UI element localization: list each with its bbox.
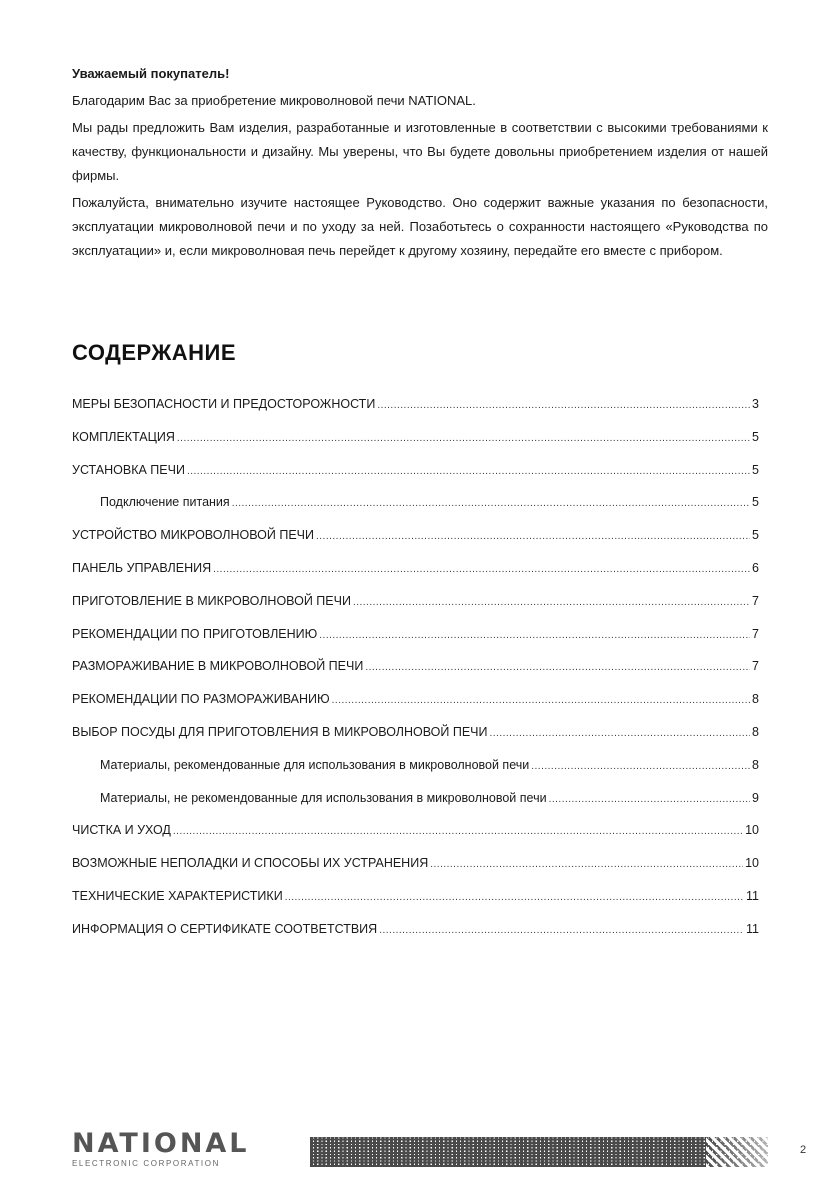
toc-entry-page: 8 xyxy=(752,724,759,739)
toc-entry-page: 10 xyxy=(745,856,759,871)
toc-entry-label: ВОЗМОЖНЫЕ НЕПОЛАДКИ И СПОСОБЫ ИХ УСТРАНЕНИЯ xyxy=(72,856,429,871)
intro-paragraph: Пожалуйста, внимательно изучите настоящее Руководство. Оно содержит важные указания по безопасности, эксплуатации микроволновой печи и по уходу за ней. Позаботьтесь о сохранности настоящего «Руководства по эксплуатации» и, если микроволновая печь перейдет к другому хозяину, передайте его вместе с прибором. xyxy=(72,195,768,258)
toc-entry[interactable] xyxy=(72,594,759,627)
toc-entry-page: 9 xyxy=(752,790,759,805)
leader-dots xyxy=(490,728,751,739)
greeting: Уважаемый покупатель! xyxy=(72,66,230,81)
toc-entry[interactable] xyxy=(72,856,759,889)
toc-entry-label: УСТАНОВКА ПЕЧИ xyxy=(72,462,185,477)
toc-entry-label: РАЗМОРАЖИВАНИЕ В МИКРОВОЛНОВОЙ ПЕЧИ xyxy=(72,659,364,674)
intro-section xyxy=(72,62,768,266)
toc-entry[interactable] xyxy=(72,528,759,561)
toc-entry-page: 5 xyxy=(752,462,759,477)
toc-entry-page: 5 xyxy=(752,429,759,444)
leader-dots xyxy=(531,761,750,772)
leader-dots xyxy=(430,859,743,870)
toc-entry-label: ТЕХНИЧЕСКИЕ ХАРАКТЕРИСТИКИ xyxy=(72,888,283,903)
toc-entry-label: ЧИСТКА И УХОД xyxy=(72,823,171,838)
toc-entry[interactable] xyxy=(72,922,759,955)
leader-dots xyxy=(232,498,750,509)
toc-entry[interactable] xyxy=(72,889,759,922)
toc-entry-label: УСТРОЙСТВО МИКРОВОЛНОВОЙ ПЕЧИ xyxy=(72,528,314,543)
toc-title: СОДЕРЖАНИЕ xyxy=(72,340,237,365)
leader-dots xyxy=(319,630,750,641)
brand-subtitle: ELECTRONIC CORPORATION xyxy=(72,1159,220,1168)
toc-entry-page: 11 xyxy=(746,888,759,903)
toc-entry-page: 7 xyxy=(752,659,759,674)
toc-entry[interactable] xyxy=(72,430,759,463)
decorative-pattern xyxy=(310,1137,768,1167)
toc-entry[interactable] xyxy=(72,692,759,725)
brand-logo xyxy=(72,1130,277,1168)
leader-dots xyxy=(353,597,750,608)
toc-entry-label: РЕКОМЕНДАЦИИ ПО РАЗМОРАЖИВАНИЮ xyxy=(72,692,330,707)
toc-entry[interactable] xyxy=(72,659,759,692)
toc-entry-label: Материалы, рекомендованные для использования в микроволновой печи xyxy=(100,757,530,772)
pattern-fade xyxy=(706,1137,770,1167)
toc-entry[interactable] xyxy=(72,397,759,430)
leader-dots xyxy=(213,564,750,575)
toc-subentry[interactable] xyxy=(72,495,759,528)
toc-entry-page: 10 xyxy=(745,823,759,838)
leader-dots xyxy=(187,466,750,477)
leader-dots xyxy=(379,925,744,936)
toc-entry-label: ПАНЕЛЬ УПРАВЛЕНИЯ xyxy=(72,560,212,575)
toc-subentry[interactable] xyxy=(72,758,759,791)
toc-entry-label: РЕКОМЕНДАЦИИ ПО ПРИГОТОВЛЕНИЮ xyxy=(72,626,318,641)
toc-entry-page: 5 xyxy=(752,495,759,510)
toc-entry-page: 8 xyxy=(752,692,759,707)
toc-entry-label: ПРИГОТОВЛЕНИЕ В МИКРОВОЛНОВОЙ ПЕЧИ xyxy=(72,593,351,608)
leader-dots xyxy=(549,794,750,805)
toc-subentry[interactable] xyxy=(72,791,759,824)
intro-paragraph: Мы рады предложить Вам изделия, разработанные и изготовленные в соответствии с высокими требованиями к качеству, функциональности и дизайну. Мы уверены, что Вы будете довольны приобретением изделия от нашей фирмы. xyxy=(72,120,768,183)
leader-dots xyxy=(377,400,750,411)
leader-dots xyxy=(332,695,750,706)
toc-entry[interactable] xyxy=(72,627,759,660)
toc-entry[interactable] xyxy=(72,561,759,594)
page-number: 2 xyxy=(800,1144,807,1156)
toc-entry-label: ВЫБОР ПОСУДЫ ДЛЯ ПРИГОТОВЛЕНИЯ В МИКРОВОЛНОВОЙ ПЕЧИ xyxy=(72,724,488,739)
intro-paragraph: Благодарим Вас за приобретение микроволновой печи NATIONAL. xyxy=(72,93,476,108)
toc-entry-label: КОМПЛЕКТАЦИЯ xyxy=(72,429,175,444)
toc-entry-page: 3 xyxy=(752,397,759,411)
leader-dots xyxy=(285,892,744,903)
toc-entry[interactable] xyxy=(72,725,759,758)
toc-entry-label: Материалы, не рекомендованные для использования в микроволновой печи xyxy=(100,790,547,805)
leader-dots xyxy=(365,662,750,673)
toc-entry-page: 5 xyxy=(752,528,759,543)
toc-entry-label: Подключение питания xyxy=(100,495,230,510)
toc-entry[interactable] xyxy=(72,463,759,496)
page-footer xyxy=(72,1130,812,1170)
toc-entry-page: 6 xyxy=(752,560,759,575)
toc-entry-label: ИНФОРМАЦИЯ О СЕРТИФИКАТЕ СООТВЕТСТВИЯ xyxy=(72,921,378,936)
leader-dots xyxy=(177,433,750,444)
table-of-contents xyxy=(72,397,759,955)
toc-entry-page: 8 xyxy=(752,757,759,772)
toc-entry-page: 11 xyxy=(746,921,759,936)
toc-entry-page: 7 xyxy=(752,593,759,608)
leader-dots xyxy=(173,826,743,837)
brand-name: NATIONAL xyxy=(72,1128,250,1159)
leader-dots xyxy=(316,531,750,542)
toc-entry[interactable] xyxy=(72,823,759,856)
toc-entry-label: МЕРЫ БЕЗОПАСНОСТИ И ПРЕДОСТОРОЖНОСТИ xyxy=(72,397,376,411)
toc-entry-page: 7 xyxy=(752,626,759,641)
